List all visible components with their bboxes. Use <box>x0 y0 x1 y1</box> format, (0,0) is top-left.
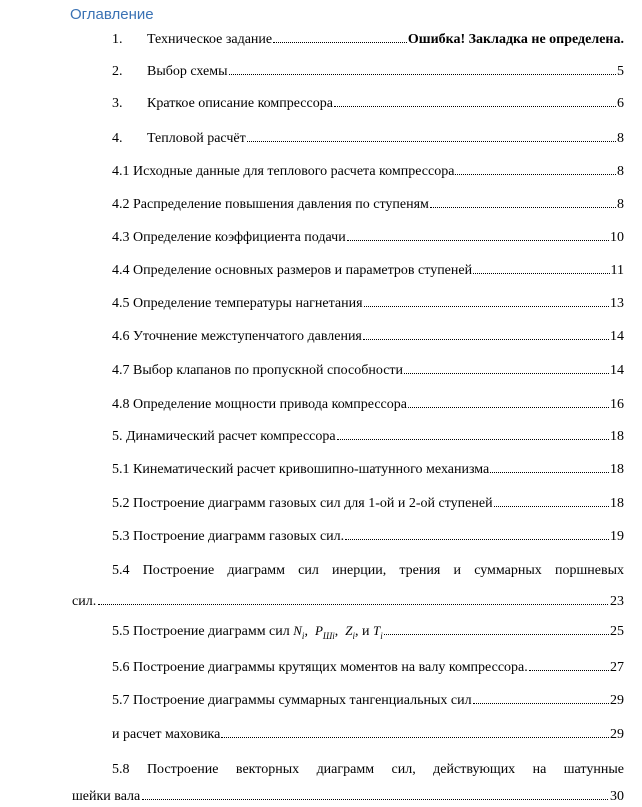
toc-page-number: 8 <box>617 131 624 146</box>
formula-z: Z <box>345 623 353 638</box>
toc-word: диаграмм <box>227 563 285 578</box>
toc-entry[interactable] <box>112 328 624 345</box>
toc-entry-title: сил. <box>72 594 97 609</box>
toc-entry[interactable] <box>112 495 624 512</box>
toc-formula: $N_i$, $P_{Шi}$, $Z_i$, и $T_i$ <box>293 623 383 641</box>
toc-entry-number: 4. <box>112 131 123 146</box>
toc-page-number: 16 <box>610 397 624 412</box>
toc-word: и <box>453 563 462 578</box>
toc-entry-title: 5.3 Построение диаграмм газовых сил. <box>112 529 345 544</box>
toc-word: векторных <box>235 762 300 777</box>
toc-entry[interactable] <box>112 295 624 312</box>
toc-page-number: 30 <box>610 789 624 804</box>
toc-page-number: 14 <box>610 329 624 344</box>
toc-leader <box>345 528 609 540</box>
toc-entry[interactable] <box>112 163 624 180</box>
toc-entry-title: 5.7 Построение диаграммы суммарных тангенциальных сил <box>112 693 472 708</box>
toc-leader <box>473 692 609 704</box>
toc-error-text: Ошибка! Закладка не определена. <box>407 32 624 47</box>
toc-entry-wrapped[interactable] <box>72 762 624 805</box>
toc-leader <box>334 95 616 107</box>
formula-p-sub: Шi <box>322 630 335 641</box>
toc-page-number: 18 <box>610 462 624 477</box>
toc-leader <box>98 593 608 605</box>
toc-word: 5.8 <box>112 762 130 777</box>
toc-entry-title: 4.7 Выбор клапанов по пропускной способности <box>112 363 404 378</box>
toc-page-number: 10 <box>610 230 624 245</box>
toc-entry-line <box>72 762 624 778</box>
toc-word: на <box>532 762 547 777</box>
toc-entry[interactable] <box>112 95 624 112</box>
toc-entry-line <box>72 563 624 579</box>
toc-entry[interactable] <box>112 461 624 478</box>
toc-page-number: 19 <box>610 529 624 544</box>
toc-page-number: 18 <box>610 429 624 444</box>
toc-page-number: 13 <box>610 296 624 311</box>
toc-entry[interactable] <box>112 528 624 545</box>
toc-entry-title: Тепловой расчёт <box>147 131 246 146</box>
toc-entry-title: 4.5 Определение температуры нагнетания <box>112 296 363 311</box>
toc-word: диаграмм <box>316 762 375 777</box>
toc-page-number: 18 <box>610 496 624 511</box>
toc-entry[interactable] <box>112 396 624 413</box>
toc-word: Построение <box>142 563 215 578</box>
toc-leader <box>247 130 616 142</box>
toc-entry-wrapped[interactable] <box>72 563 624 610</box>
toc-page-number: 5 <box>617 64 624 79</box>
toc-entry[interactable] <box>112 130 624 147</box>
toc-entry-number: 1. <box>112 32 123 47</box>
toc-word: инерции, <box>332 563 387 578</box>
toc-entry-title: 4.8 Определение мощности привода компрессора <box>112 397 407 412</box>
toc-leader <box>347 229 609 241</box>
toc-entry-number: 2. <box>112 64 123 79</box>
toc-page-number: 27 <box>610 660 624 675</box>
toc-leader <box>455 163 616 175</box>
toc-leader <box>142 788 608 800</box>
toc-entry-title: 5.6 Построение диаграммы крутящих моментов на валу компрессора. <box>112 660 528 675</box>
toc-entry-title: 4.3 Определение коэффициента подачи <box>112 230 346 245</box>
toc-page-number: 11 <box>610 263 624 278</box>
toc-page-number: 29 <box>610 693 624 708</box>
toc-page-number: 8 <box>617 164 624 179</box>
toc-entry[interactable] <box>112 63 624 80</box>
toc-entry[interactable] <box>112 623 624 644</box>
toc-entry-title: 4.1 Исходные данные для теплового расчета компрессора <box>112 164 455 179</box>
toc-word: Построение <box>146 762 219 777</box>
formula-z-sub: i <box>352 630 356 641</box>
toc-leader <box>221 726 609 738</box>
toc-page-number: 8 <box>617 197 624 212</box>
toc-entry-title: 5. Динамический расчет компрессора <box>112 429 336 444</box>
toc-entry-title: 4.4 Определение основных размеров и параметров ступеней <box>112 263 473 278</box>
toc-leader <box>337 428 609 440</box>
toc-entry-title: шейки вала <box>72 789 141 804</box>
toc-leader <box>473 262 609 274</box>
toc-word: 5.4 <box>112 563 130 578</box>
toc-leader <box>229 63 616 75</box>
toc-word: действующих <box>433 762 516 777</box>
toc-entry-title: Краткое описание компрессора <box>147 96 333 111</box>
toc-entry-title: 4.6 Уточнение межступенчатого давления <box>112 329 362 344</box>
toc-entry[interactable] <box>112 31 624 48</box>
toc-leader <box>404 362 609 374</box>
toc-entry-title: 5.5 Построение диаграмм сил <box>112 624 290 639</box>
toc-entry-number: 3. <box>112 96 123 111</box>
toc-page-number: 6 <box>617 96 624 111</box>
toc-leader <box>364 295 609 307</box>
toc-leader <box>494 495 609 507</box>
toc-word: трения <box>399 563 441 578</box>
formula-p: P <box>314 623 323 638</box>
toc-word: сил <box>298 563 319 578</box>
toc-entry[interactable] <box>112 692 624 709</box>
toc-entry[interactable] <box>112 196 624 213</box>
toc-word: сил, <box>391 762 416 777</box>
toc-leader <box>529 659 609 671</box>
toc-word: поршневых <box>554 563 624 578</box>
toc-entry-title: 5.2 Построение диаграмм газовых сил для 1-ой и 2-ой ступеней <box>112 496 493 511</box>
toc-page-number: 29 <box>610 727 624 742</box>
toc-entry-title: и расчет маховика <box>112 727 221 742</box>
toc-entry-line <box>72 593 624 610</box>
toc-entry[interactable] <box>112 262 624 279</box>
toc-leader <box>273 31 407 43</box>
formula-t: T <box>373 623 381 638</box>
toc-entry[interactable] <box>112 726 624 743</box>
toc-entry[interactable] <box>112 659 624 676</box>
toc-entry-title: Техническое задание <box>147 32 273 47</box>
toc-page-number: 14 <box>610 363 624 378</box>
toc-word: шатунные <box>563 762 624 777</box>
toc-page-number: 23 <box>610 594 624 609</box>
toc-entry[interactable] <box>112 229 624 246</box>
toc-leader <box>430 196 616 208</box>
toc-entry[interactable] <box>112 428 624 445</box>
toc-entry[interactable] <box>112 362 624 379</box>
formula-n: N <box>293 623 302 638</box>
toc-leader <box>384 623 609 635</box>
formula-t-sub: i <box>380 630 383 641</box>
toc-leader <box>490 461 609 473</box>
toc-entry-title: 5.1 Кинематический расчет кривошипно-шатунного механизма <box>112 462 490 477</box>
toc-page-number: 25 <box>610 624 624 639</box>
toc-entry-title: Выбор схемы <box>147 64 228 79</box>
toc-word: суммарных <box>474 563 542 578</box>
toc-entry-title: 4.2 Распределение повышения давления по ступеням <box>112 197 429 212</box>
toc-heading: Оглавление <box>70 6 154 23</box>
toc-leader <box>408 396 609 408</box>
formula-and: и <box>362 624 370 639</box>
toc-entry-line <box>72 788 624 805</box>
toc-leader <box>363 328 609 340</box>
formula-n-sub: i <box>301 630 305 641</box>
